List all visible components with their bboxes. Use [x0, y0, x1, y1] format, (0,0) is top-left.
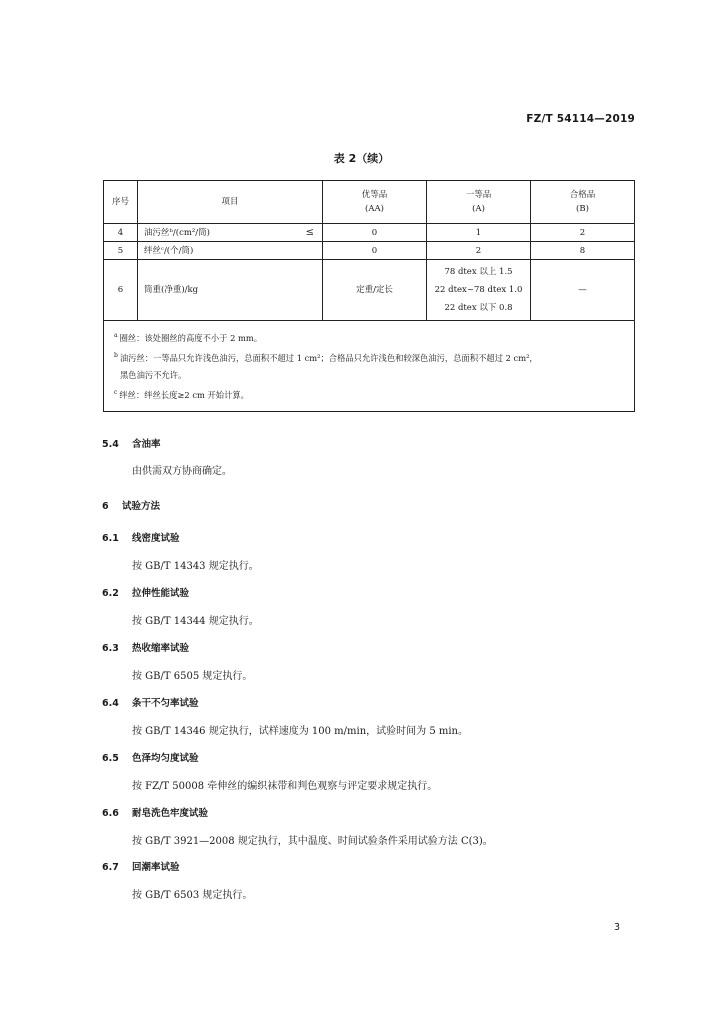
section-heading	[102, 805, 208, 819]
note-text: 圈丝：该处圈丝的高度不小于 2 mm。	[119, 332, 263, 343]
section-title: 试验方法	[122, 501, 161, 512]
row-seq: 5	[104, 242, 138, 260]
weight-line: 22 dtex 以下 0.8	[444, 303, 513, 313]
section-title: 耐皂洗色牢度试验	[132, 808, 209, 819]
note-text: 黑色油污不允许。	[120, 369, 187, 380]
section-heading	[102, 640, 189, 654]
col-grade-b-header	[531, 181, 635, 224]
section-title: 热收缩率试验	[132, 643, 190, 654]
note-mark: a	[114, 332, 118, 339]
weight-line: 78 dtex 以上 1.5	[444, 267, 513, 277]
section-body: 按 GB/T 6505 规定执行。	[132, 671, 253, 682]
row-value-a: 2	[427, 242, 531, 260]
row-value-aa: 定重/定长	[323, 260, 427, 321]
section-number: 6.2	[102, 588, 119, 599]
col-grade-a-header	[427, 181, 531, 224]
section-heading	[102, 436, 161, 450]
row-item	[138, 224, 323, 242]
section-title: 条干不匀率试验	[132, 698, 199, 709]
section-number: 6.3	[102, 643, 119, 654]
section-body: 按 GB/T 14343 规定执行。	[132, 561, 259, 572]
section-heading	[102, 750, 199, 764]
section-title: 回潮率试验	[132, 862, 180, 873]
table-note	[114, 384, 624, 404]
section-number: 5.4	[102, 439, 119, 450]
row-value-a: 1	[427, 224, 531, 242]
section-heading	[102, 585, 189, 599]
section-number: 6	[102, 501, 109, 512]
col-grade-aa-header	[323, 181, 427, 224]
row-value-aa: 0	[323, 224, 427, 242]
table-title: 表 2（续）	[333, 152, 390, 165]
leq-symbol: ≤	[305, 227, 314, 238]
section-body: 由供需双方协商确定。	[132, 466, 232, 477]
section-title: 色泽均匀度试验	[132, 753, 199, 764]
section-number: 6.4	[102, 698, 119, 709]
note-text: 油污丝：一等品只允许浅色油污，总面积不超过 1 cm²；合格品只允许浅色和较深色油污，总面积不超过 2 cm²，	[119, 352, 538, 363]
note-mark: b	[114, 351, 118, 359]
table-row	[104, 224, 635, 242]
grade-aa-code: (AA)	[365, 204, 384, 214]
grade-aa-name: 优等品	[361, 190, 388, 200]
table-note	[114, 367, 624, 384]
col-item-header: 项目	[138, 181, 323, 224]
note-mark: c	[114, 388, 118, 396]
grade-b-name: 合格品	[569, 190, 596, 200]
table-notes-row	[104, 321, 635, 412]
row-value-b: 2	[531, 224, 635, 242]
row-item-label: 油污丝ᵇ/(cm²/筒)	[144, 227, 210, 238]
section-body: 按 GB/T 14344 规定执行。	[132, 616, 259, 627]
row-item: 筒重(净重)/kg	[138, 260, 323, 321]
table-row	[104, 242, 635, 260]
section-heading	[102, 859, 180, 873]
table-row	[104, 260, 635, 321]
row-seq: 6	[104, 260, 138, 321]
section-body: 按 GB/T 6503 规定执行。	[132, 890, 253, 901]
section-heading	[102, 530, 180, 544]
col-seq-header: 序号	[104, 181, 138, 224]
standard-number: FZ/T 54114—2019	[526, 113, 635, 125]
section-title: 线密度试验	[132, 533, 180, 544]
section-number: 6.6	[102, 808, 119, 819]
section-body: 按 FZ/T 50008 牵伸丝的编织袜带和判色观察与评定要求规定执行。	[132, 781, 438, 792]
grade-b-code: (B)	[576, 204, 589, 214]
section-number: 6.5	[102, 753, 119, 764]
section-number: 6.7	[102, 862, 119, 873]
table-notes	[104, 321, 635, 412]
table-note	[114, 347, 624, 367]
section-heading	[102, 498, 160, 512]
section-heading	[102, 695, 199, 709]
page-number: 3	[613, 922, 620, 933]
row-value-aa: 0	[323, 242, 427, 260]
section-title: 含油率	[132, 439, 161, 450]
section-body: 按 GB/T 14346 规定执行，试样速度为 100 m/min，试验时间为 5 min。	[132, 726, 468, 737]
section-number: 6.1	[102, 533, 119, 544]
row-value-a	[427, 260, 531, 321]
grade-a-code: (A)	[472, 204, 485, 214]
table-header-row	[104, 181, 635, 224]
table-note	[114, 327, 624, 347]
note-text: 绊丝：绊丝长度≥2 cm 开始计算。	[119, 389, 249, 400]
row-value-b: 8	[531, 242, 635, 260]
grade-a-name: 一等品	[465, 190, 492, 200]
row-value-b: —	[531, 260, 635, 321]
section-body: 按 GB/T 3921—2008 规定执行，其中温度、时间试验条件采用试验方法 C(3)。	[132, 836, 493, 847]
section-title: 拉伸性能试验	[132, 588, 190, 599]
weight-line: 22 dtex~78 dtex 1.0	[434, 285, 523, 295]
row-item: 绊丝ᶜ/(个/筒)	[138, 242, 323, 260]
row-seq: 4	[104, 224, 138, 242]
spec-table	[103, 180, 635, 412]
